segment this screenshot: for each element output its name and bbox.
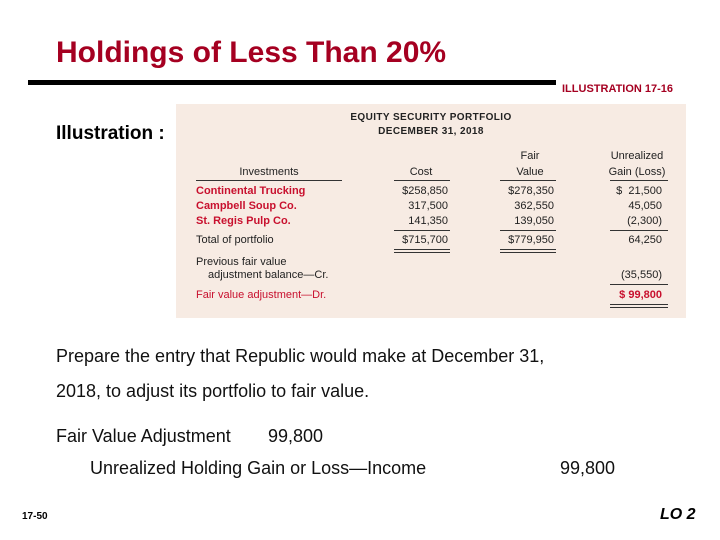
double-rule	[610, 307, 668, 308]
illustration-label: Illustration :	[56, 123, 165, 144]
entry-credit-amount: 99,800	[560, 458, 616, 478]
row-name: Continental Trucking	[196, 185, 306, 197]
header-rule	[500, 180, 556, 181]
row-gain: $ 21,500	[616, 185, 662, 197]
row-cost: 141,350	[408, 215, 448, 227]
learning-objective: LO 2	[660, 506, 696, 523]
previous-gain: (35,550)	[621, 269, 662, 281]
row-fair: 139,050	[514, 215, 554, 227]
col-investments: Investments	[239, 166, 299, 178]
double-rule	[610, 304, 668, 305]
prompt-line-1: Prepare the entry that Republic would make at December 31,	[56, 346, 545, 366]
total-cost: $715,700	[402, 234, 448, 246]
header-rule	[610, 180, 668, 181]
row-gain: (2,300)	[627, 215, 662, 227]
title-underline	[28, 80, 556, 85]
table-heading-line2: DECEMBER 31, 2018	[378, 126, 484, 137]
table-heading-line1: EQUITY SECURITY PORTFOLIO	[350, 112, 512, 123]
col-gain-2: Gain (Loss)	[608, 166, 666, 178]
double-rule	[500, 252, 556, 253]
subtotal-rule	[394, 230, 450, 231]
row-fair: 362,550	[514, 200, 554, 212]
col-fair-1: Fair	[520, 150, 540, 162]
row-name: Campbell Soup Co.	[196, 200, 297, 212]
header-rule	[394, 180, 450, 181]
double-rule	[394, 252, 450, 253]
page-number: 17-50	[22, 511, 48, 522]
row-cost: $258,850	[402, 185, 448, 197]
previous-label-2: adjustment balance—Cr.	[208, 269, 329, 281]
row-cost: 317,500	[408, 200, 448, 212]
total-label: Total of portfolio	[196, 234, 274, 246]
double-rule	[500, 249, 556, 250]
row-fair: $278,350	[508, 185, 554, 197]
double-rule	[394, 249, 450, 250]
total-fair: $779,950	[508, 234, 554, 246]
col-gain-1: Unrealized	[610, 150, 664, 162]
subtotal-rule	[610, 230, 668, 231]
slide-title: Holdings of Less Than 20%	[56, 36, 447, 69]
adjustment-rule	[610, 284, 668, 285]
illustration-tag: ILLUSTRATION 17-16	[562, 83, 674, 95]
previous-label-1: Previous fair value	[196, 256, 287, 268]
row-name: St. Regis Pulp Co.	[196, 215, 291, 227]
row-gain: 45,050	[628, 200, 662, 212]
subtotal-rule	[500, 230, 556, 231]
prompt-line-2: 2018, to adjust its portfolio to fair value.	[56, 381, 370, 401]
entry-debit-amount: 99,800	[268, 426, 324, 446]
entry-debit-account: Fair Value Adjustment	[56, 426, 231, 446]
adjustment-gain: $ 99,800	[619, 289, 662, 301]
header-rule	[196, 180, 342, 181]
col-fair-2: Value	[516, 166, 544, 178]
total-gain: 64,250	[628, 234, 662, 246]
entry-credit-account: Unrealized Holding Gain or Loss—Income	[90, 458, 427, 478]
portfolio-table	[176, 104, 686, 318]
col-cost: Cost	[409, 166, 433, 178]
adjustment-label: Fair value adjustment—Dr.	[196, 289, 327, 301]
